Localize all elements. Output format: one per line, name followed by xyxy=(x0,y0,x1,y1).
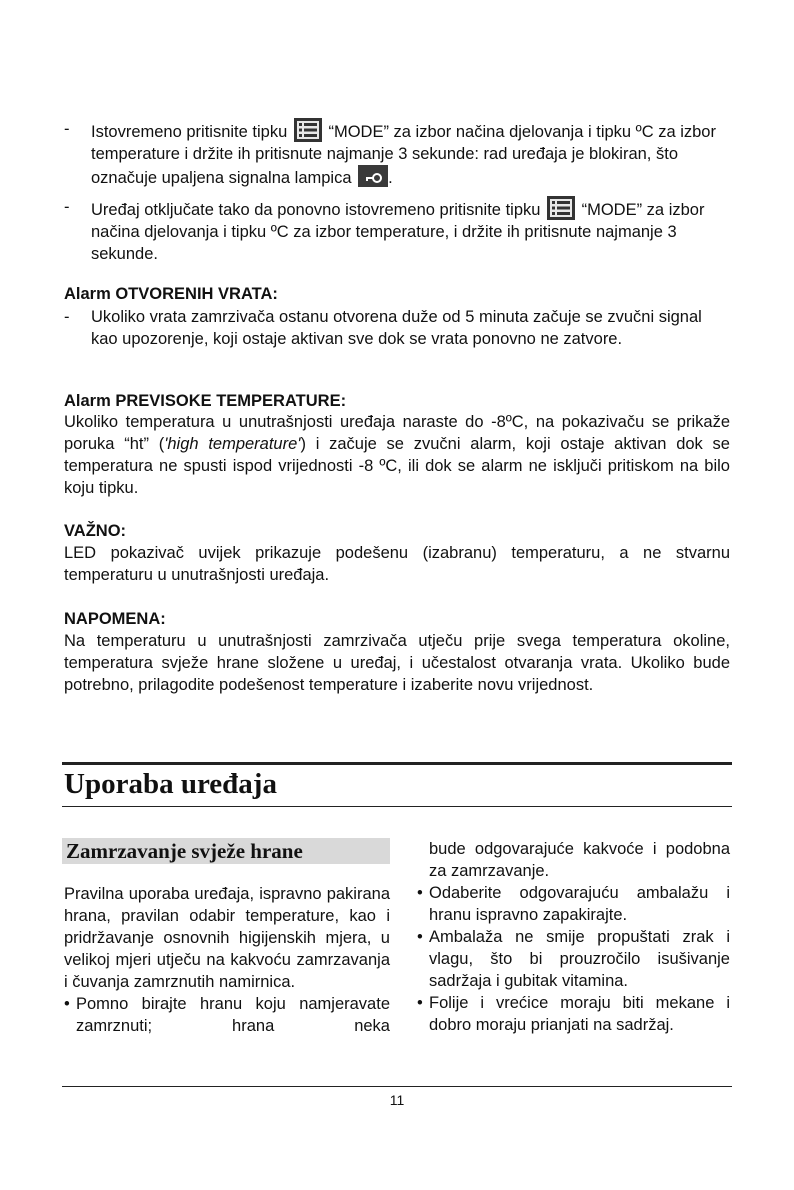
footer-rule xyxy=(62,1086,732,1087)
bullet-dash: - xyxy=(64,120,70,138)
bullet-dot: • xyxy=(417,994,423,1012)
bullet-dot: • xyxy=(417,884,423,902)
alarm-door-text: Ukoliko vrata zamrzivača ostanu otvorena duže od 5 minuta začuje se zvučni signal kao upozorenje, koji ostaje aktivan sve dok se vrata ponovno ne zatvore. xyxy=(91,308,702,348)
alarm-door-heading: Alarm OTVORENIH VRATA: xyxy=(64,285,278,303)
menu-list-icon xyxy=(547,196,575,220)
list-item: • Folije i vrećice moraju biti mekane i dobro moraju prianjati na sadržaj. xyxy=(417,994,730,1034)
important-text: LED pokazivač uvijek prikazuje podešenu (izabranu) temperaturu, a ne stvarnu temperaturu u unutrašnjosti uređaja. xyxy=(64,544,730,584)
page-number: 11 xyxy=(389,1092,405,1108)
alarm-door-item xyxy=(64,306,732,350)
bullet-dash: - xyxy=(64,198,70,216)
key-lock-icon xyxy=(358,165,388,187)
important-heading: VAŽNO: xyxy=(64,522,127,540)
bullet-unlock: - Uređaj otključate tako da ponovno istovremeno pritisnite tipku “MODE” za izbor načina djelovanja i tipku ºC za izbor temperature, i držite ih pritisnute najmanje 3 sekunde. xyxy=(64,198,705,263)
list-item: • Odaberite odgovarajuću ambalažu i hranu ispravno zapakirajte. xyxy=(417,884,730,924)
intro-paragraph: Pravilna uporaba uređaja, ispravno pakirana hrana, pravilan odabir temperature, kao i pridržavanje osnovnih higijenskih mjera, u velikoj mjeri utječu na kakvoću zamrzavanja i čuvanja zamrznutih namirnica. xyxy=(64,885,390,991)
bullet-dot: • xyxy=(64,995,70,1013)
menu-list-icon xyxy=(294,118,322,142)
right-column xyxy=(417,838,730,1036)
note-text: Na temperaturu u unutrašnjosti zamrzivača utječu prije svega temperatura okoline, temperatura svježe hrane složene u uređaj, i učestalost otvaranja vrata. Ukoliko bude potrebno, prilagodite podešenost temperature i izaberite novu vrijednost. xyxy=(64,632,730,694)
bullet-dash: - xyxy=(64,308,70,326)
section-top-rule xyxy=(62,762,732,765)
section-bottom-rule xyxy=(62,806,732,807)
list-item: • Pomno birajte hranu koju namjeravate zamrznuti; hrana neka xyxy=(64,995,390,1035)
alarm-temp-heading: Alarm PREVISOKE TEMPERATURE: xyxy=(64,392,347,410)
list-item-continuation: bude odgovarajuće kakvoće i podobna za zamrzavanje. xyxy=(429,840,730,880)
bullet-dot: • xyxy=(417,928,423,946)
list-item: • Ambalaža ne smije propuštati zrak i vlagu, što bi prouzročilo isušivanje sadržaja i gubitak vitamina. xyxy=(417,928,730,990)
left-column xyxy=(64,883,390,1037)
subheading: Zamrzavanje svježe hrane xyxy=(66,839,303,863)
bullet-lock: - Istovremeno pritisnite tipku “MODE” za izbor načina djelovanja i tipku ºC za izbor temperature i držite ih pritisnute najmanje 3 sekunde: rad uređaja je blokiran, što označuje upaljena signalna lampica . xyxy=(64,120,716,187)
note-heading: NAPOMENA: xyxy=(64,610,166,628)
alarm-temp-text: Ukoliko temperatura u unutrašnjosti uređaja naraste do -8ºC, na pokazivaču se prikaže poruka “ht” ('high temperature') i začuje se zvučni alarm, koji ostaje aktivan dok se temperatura ne spusti ispod vrijednosti -8 ºC, ili dok se alarm ne isključi pritiskom na bilo koju tipku. xyxy=(64,413,730,497)
section-title: Uporaba uređaja xyxy=(64,768,277,800)
